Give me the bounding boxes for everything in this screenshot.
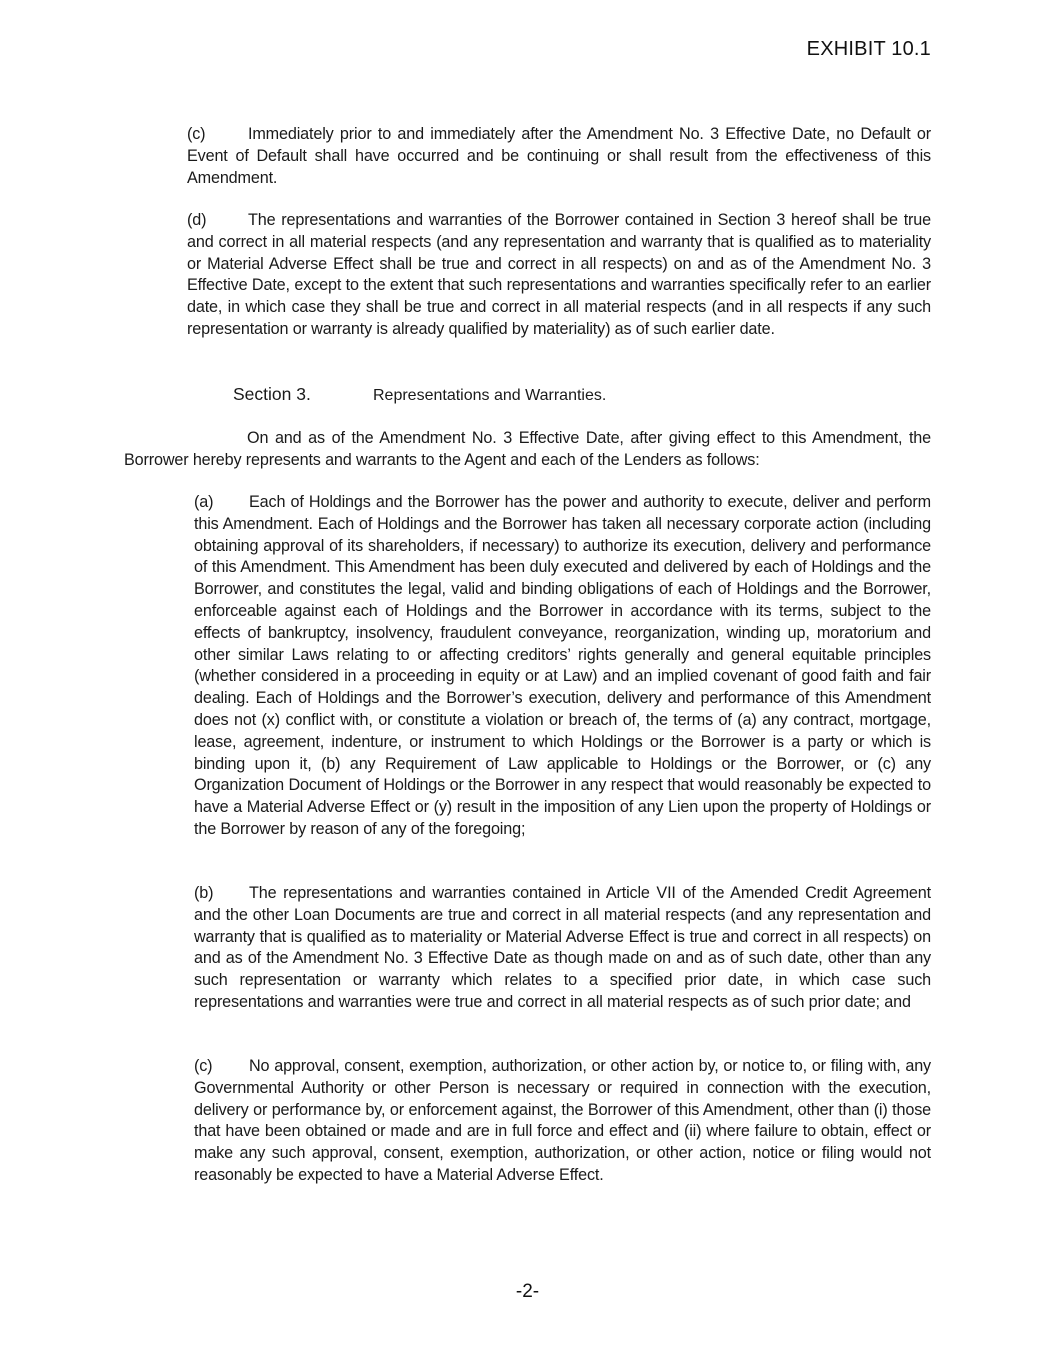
clause-text: The representations and warranties of the Borrower contained in Section 3 hereof shall be true and correct in all material respects (and any representation and warranty that is qualified as to materiality or Material Adverse Effect shall be true and correct in all respects) on and as of the Amendment No. 3 Effective Date, except to the extent that such representations and warranties specifically refer to an earlier date, in which case they shall be true and correct in all material respects (and in all respects if any such representation or warranty is already qualified by materiality) as of such earlier date. — [187, 211, 931, 338]
clause-label: (c) — [187, 125, 206, 143]
clause-3a — [194, 492, 931, 841]
clause-2c — [187, 124, 931, 189]
clause-label: (d) — [187, 211, 207, 229]
clause-3b — [194, 883, 931, 1014]
clause-3c — [194, 1056, 931, 1187]
clause-text: The representations and warranties contained in Article VII of the Amended Credit Agreement and the other Loan Documents are true and correct in all material respects (and any representation and warranty that is qualified as to materiality or Material Adverse Effect is true and correct in all respects) on and as of the Amendment No. 3 Effective Date as though made on and as of such date, other than any such representation or warranty which relates to a specified prior date, in which case such representations and warranties were true and correct in all material respects as of such prior date; and — [194, 884, 931, 1011]
clause-2d — [187, 210, 931, 341]
section-number: Section 3. — [233, 384, 311, 404]
clause-label: (a) — [194, 493, 214, 511]
clause-text: No approval, consent, exemption, authorization, or other action by, or notice to, or filing with, any Governmental Authority or other Person is necessary or required in connection with the execution, delivery or performance by, or enforcement against, the Borrower of this Amendment, other than (i) those that have been obtained or made and are in full force and effect and (ii) where failure to obtain, effect or make any such approval, consent, exemption, authorization, or other action, notice or filing would not reasonably be expected to have a Material Adverse Effect. — [194, 1057, 931, 1184]
clause-label: (c) — [194, 1057, 213, 1075]
clause-label: (b) — [194, 884, 214, 902]
clause-text: Each of Holdings and the Borrower has the power and authority to execute, deliver and perform this Amendment. Each of Holdings and the Borrower has taken all necessary corporate action (including obtaining approval of its shareholders, if necessary) to authorize its execution, delivery and performance of this Amendment. This Amendment has been duly executed and delivered by each of Holdings and the Borrower, and constitutes the legal, valid and binding obligations of each of Holdings and the Borrower, enforceable against each of Holdings and the Borrower in accordance with its terms, subject to the effects of bankruptcy, insolvency, fraudulent conveyance, reorganization, winding up, moratorium and other similar Laws relating to or affecting creditors’ rights generally and general equitable principles (whether considered in a proceeding in equity or at Law) and an implied covenant of good faith and fair dealing. Each of Holdings and the Borrower’s execution, delivery and performance of this Amendment does not (x) conflict with, or constitute a violation or breach of, the terms of (a) any contract, mortgage, lease, agreement, indenture, or instrument to which Holdings or the Borrower is a party or which is binding upon it, (b) any Requirement of Law applicable to Holdings or the Borrower, or (c) any Organization Document of Holdings or the Borrower in any respect that would reasonably be expected to have a Material Adverse Effect or (y) result in the imposition of any Lien upon the property of Holdings or the Borrower by reason of any of the foregoing; — [194, 493, 931, 838]
page-number: -2- — [515, 1281, 540, 1302]
section-3-heading — [233, 384, 606, 405]
section-title: Representations and Warranties. — [373, 387, 607, 404]
clause-text: Immediately prior to and immediately after the Amendment No. 3 Effective Date, no Default or Event of Default shall have occurred and be continuing or shall result from the effectiveness of this Amendment. — [187, 125, 931, 187]
exhibit-label: EXHIBIT 10.1 — [806, 38, 931, 60]
section-3-intro: On and as of the Amendment No. 3 Effective Date, after giving effect to this Amendment, the Borrower hereby represents and warrants to the Agent and each of the Lenders as follows: — [124, 429, 931, 469]
